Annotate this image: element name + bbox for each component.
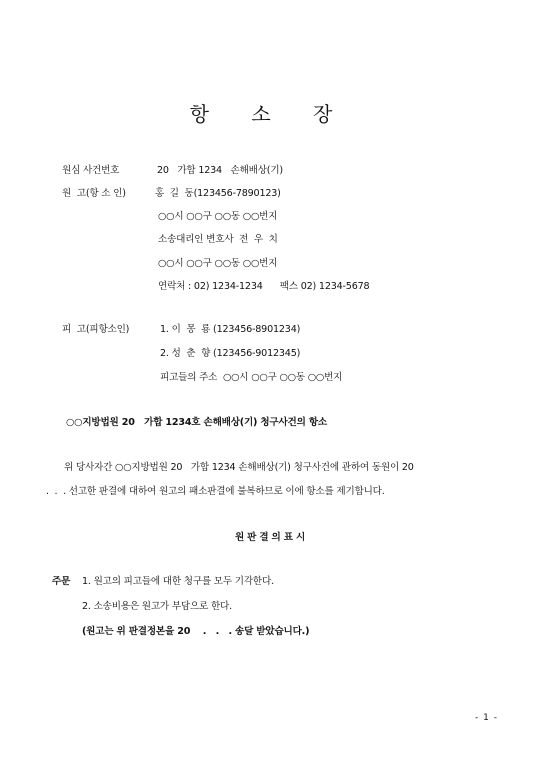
judgment-item-2: 2. 소송비용은 원고가 부담으로 한다. bbox=[82, 601, 232, 612]
attorney-address: ○○시 ○○구 ○○동 ○○번지 bbox=[158, 258, 278, 269]
appellant-address: ○○시 ○○구 ○○동 ○○번지 bbox=[158, 211, 278, 222]
judgment-order-label: 주문 bbox=[52, 576, 71, 587]
service-note: (원고는 위 판결정본을 20 . . . 송달 받았습니다.) bbox=[82, 626, 310, 637]
appellant-label: 원 고(항 소 인) bbox=[62, 188, 126, 199]
defendant-2: 2. 성 춘 향 (123456-9012345) bbox=[160, 348, 301, 359]
document-title: 항 소 장 bbox=[189, 102, 351, 126]
body-line-2: . . . 선고한 판결에 대하여 원고의 패소판결에 불복하므로 이에 항소를 제기합니다. bbox=[46, 486, 385, 497]
attorney-contact: 연락처 : 02) 1234-1234 팩스 02) 1234-5678 bbox=[158, 281, 370, 292]
appellee-address: 피고들의 주소 ○○시 ○○구 ○○동 ○○번지 bbox=[160, 372, 343, 383]
body-line-1: 위 당사자간 ○○지방법원 20 가합 1234 손해배상(기) 청구사건에 관하여 동원이 20 bbox=[64, 462, 414, 473]
appellant-name: 홍 길 동(123456-7890123) bbox=[155, 188, 281, 199]
judgment-heading: 원 판 결 의 표 시 bbox=[234, 532, 306, 543]
case-number-value: 20 가합 1234 손해배상(기) bbox=[157, 165, 283, 176]
case-number-label: 원심 사건번호 bbox=[62, 165, 120, 176]
attorney-name: 소송대리인 변호사 전 우 치 bbox=[158, 234, 278, 245]
appeal-subject: ○○지방법원 20 가합 1234호 손해배상(기) 청구사건의 항소 bbox=[66, 417, 327, 428]
page-number: - 1 - bbox=[475, 713, 498, 723]
appellee-label: 피 고(피항소인) bbox=[62, 324, 130, 335]
defendant-1: 1. 이 몽 룡 (123456-8901234) bbox=[160, 324, 301, 335]
judgment-item-1: 1. 원고의 피고들에 대한 청구를 모두 기각한다. bbox=[82, 576, 274, 587]
